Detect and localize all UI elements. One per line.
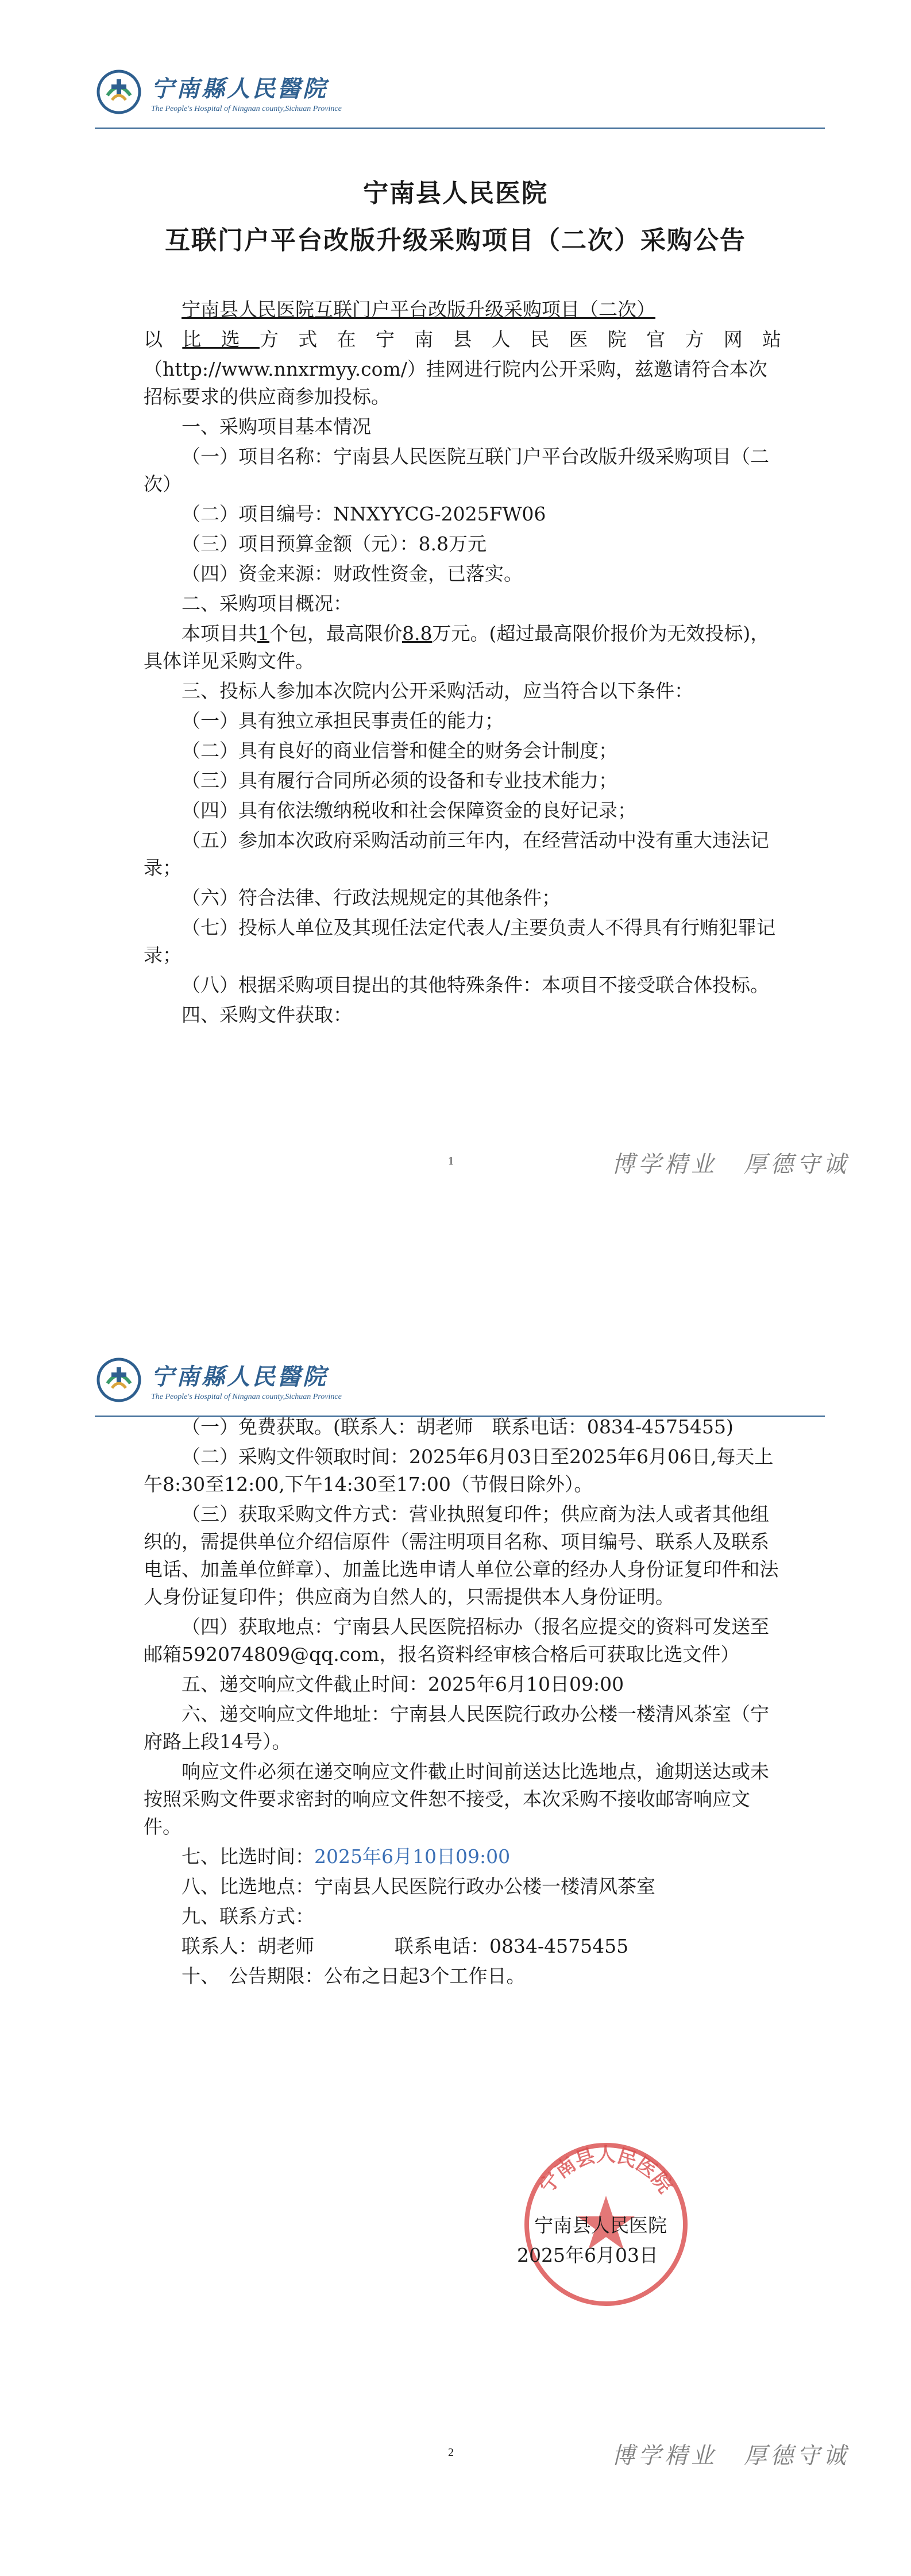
s2-text-a: 本项目共 [182, 622, 257, 645]
hospital-name-cn: 宁南縣人民醫院 [151, 1363, 328, 1390]
s2-text-b: 个包，最高限价 [269, 622, 402, 645]
signature-org: 宁南县人民医院 [534, 2214, 667, 2236]
s3-item: （三）具有履行合同所必须的设备和专业技术能力； [182, 769, 617, 792]
submission-notice: 响应文件必须在递交响应文件截止时间前送达比选地点，逾期送达或未按照采购文件要求密封的响应文件恕不接受，本次采购不接收邮寄响应文件。 [144, 1760, 769, 1838]
intro-method-line [144, 326, 781, 353]
hospital-logo-icon [95, 1356, 143, 1404]
intro-method: 比选 [182, 328, 260, 350]
hospital-logo-icon [95, 68, 143, 116]
intro-text-c: 方式在宁南县人民医院官方网站 [259, 328, 781, 350]
signature-date: 2025年6月03日 [517, 2244, 658, 2266]
doc-title-line2: 互联门户平台改版升级采购项目（二次）采购公告 [165, 226, 746, 255]
s3-item: （五）参加本次政府采购活动前三年内，在经营活动中没有重大违法记录； [144, 829, 769, 879]
page-number: 1 [448, 1155, 454, 1167]
intro-website-line: （http://www.nnxrmyy.com/）挂网进行院内公开采购，兹邀请符合本次招标要求的供应商参加投标。 [144, 358, 767, 408]
section-6: 六、递交响应文件地址：宁南县人民医院行政办公楼一楼清风茶室（宁府路上段14号）。 [144, 1703, 769, 1753]
seal-text: 宁南县人民医院 [535, 2143, 677, 2198]
hospital-name-cn: 宁南縣人民醫院 [151, 75, 328, 102]
section-3-title: 三、投标人参加本次院内公开采购活动，应当符合以下条件： [182, 680, 693, 702]
contact-phone: 联系电话：0834-4575455 [395, 1935, 629, 1957]
intro-paragraph [144, 296, 781, 323]
header-divider [95, 128, 825, 129]
s1-item: （一）项目名称：宁南县人民医院互联门户平台改版升级采购项目（二次） [144, 445, 769, 495]
s2-overview [144, 620, 781, 675]
s7-time: 2025年6月10日09:00 [314, 1845, 511, 1868]
section-5: 五、递交响应文件截止时间：2025年6月10日09:00 [182, 1673, 624, 1695]
intro-text-a: 以 [144, 328, 183, 350]
intro-project-name: 宁南县人民医院互联门户平台改版升级采购项目（二次） [182, 298, 655, 321]
s4-item: （三）获取采购文件方式：营业执照复印件；供应商为法人或者其他组织的，需提供单位介绍信原件（需注明项目名称、项目编号、联系人及联系电话、加盖单位鲜章）、加盖比选申请人单位公章的经办人身份证复印件和法人身份证复印件；供应商为自然人的，只需提供本人身份证明。 [144, 1503, 779, 1608]
s3-item: （一）具有独立承担民事责任的能力； [182, 709, 504, 732]
s4-item: （一）免费获取。(联系人：胡老师 联系电话：0834-4575455) [182, 1416, 734, 1438]
s3-item: （四）具有依法缴纳税收和社会保障资金的良好记录； [182, 799, 636, 822]
section-1-title: 一、采购项目基本情况 [182, 415, 371, 438]
hospital-header [95, 1356, 342, 1404]
s3-item: （六）符合法律、行政法规规定的其他条件； [182, 886, 561, 909]
hospital-header [95, 68, 342, 116]
s1-item: （二）项目编号：NNXYYCG-2025FW06 [182, 503, 546, 525]
doc-title-line1: 宁南县人民医院 [363, 179, 548, 208]
s2-text-c: 万元。(超过最高限价报价为无效投标)，具体详见采购文件。 [144, 622, 770, 672]
section-2-title: 二、采购项目概况： [182, 592, 352, 615]
hospital-name-en: The People's Hospital of Ningnan county,Sichuan Province [151, 104, 342, 113]
hospital-motto: 博学精业 厚德守诚 [612, 1151, 850, 1178]
hospital-name-en: The People's Hospital of Ningnan county,Sichuan Province [151, 1392, 342, 1401]
svg-text:宁南县人民医院 [535, 2143, 677, 2197]
s1-item: （三）项目预算金额（元）：8.8万元 [182, 533, 487, 555]
s3-item: （八）根据采购项目提出的其他特殊条件：本项目不接受联合体投标。 [182, 974, 769, 996]
s1-item: （四）资金来源：财政性资金，已落实。 [182, 562, 523, 585]
s2-package-count: 1 [257, 622, 269, 645]
s3-item: （二）具有良好的商业信誉和健全的财务会计制度； [182, 739, 617, 762]
section-9: 九、联系方式： [182, 1905, 314, 1927]
page1-body [144, 296, 781, 1031]
contact-person: 联系人：胡老师 [182, 1935, 314, 1957]
contact-line [144, 1933, 781, 1960]
s3-item: （七）投标人单位及其现任法定代表人/主要负责人不得具有行贿犯罪记录； [144, 916, 776, 966]
s7-label: 七、比选时间： [182, 1845, 314, 1868]
section-4-title: 四、采购文件获取： [182, 1004, 352, 1026]
s4-item: （二）采购文件领取时间：2025年6月03日至2025年6月06日,每天上午8:30至12:00,下午14:30至17:00（节假日除外）。 [144, 1445, 774, 1495]
section-10: 十、 公告期限：公布之日起3个工作日。 [182, 1965, 526, 1987]
page2-body [144, 1413, 781, 1992]
s4-item: （四）获取地点：宁南县人民医院招标办（报名应提交的资料可发送至邮箱592074809@qq.com，报名资料经审核合格后可获取比选文件） [144, 1615, 769, 1665]
s2-max-price: 8.8 [402, 622, 433, 645]
page-number: 2 [448, 2446, 454, 2459]
section-8: 八、比选地点：宁南县人民医院行政办公楼一楼清风茶室 [182, 1875, 655, 1898]
section-7 [144, 1843, 781, 1871]
hospital-motto: 博学精业 厚德守诚 [612, 2443, 850, 2469]
